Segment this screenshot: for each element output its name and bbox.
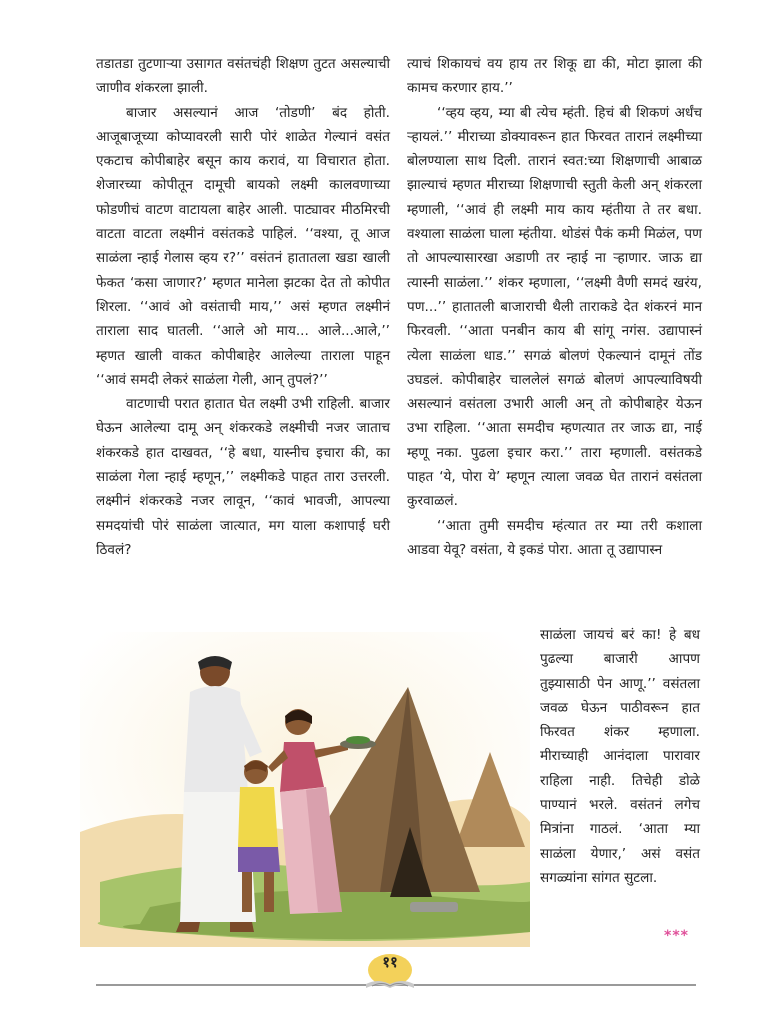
paragraph: साळंला जायचं बरं का! हे बध पुढल्या बाजारी आपण तुझ्यासाठी पेन आणू.’’ वसंतला जवळ घेऊन पाठीवरून हात फिरवत शंकर म्हणाला. मीराच्याही आनंदाला पारावार राहिला नाही. तिचेही डोळे पाण्यानं भरले. वसंतनं लगेच मित्रांना गाठलं. ‘आता म्या साळंला येणार,’ असं वसंत सगळ्यांना सांगत सुटला. bbox=[540, 627, 700, 886]
grinding-stone bbox=[410, 902, 458, 912]
end-marker: *** bbox=[664, 928, 689, 944]
paragraph: बाजार असल्यानं आज ‘तोडणी’ बंद होती. आजूबाजूच्या कोप्यावरली सारी पोरं शाळेत गेल्यानं वसंत एकटाच कोपीबाहेर बसून काय करावं, या विचारात होता. शेजारच्या कोपीतून दामूची बायको लक्ष्मी कालवणाच्या फोडणीचं वाटण वाटायला बाहेर आली. पाट्यावर मीठमिरची वाटता वाटता लक्ष्मीनं वसंतकडे पाहिलं. ‘‘वश्या, तू आज साळंला न्हाई गेलास व्हय र?’’ वसंतनं हातातला खडा खाली फेकत ‘कसा जाणार?’ म्हणत मानेला झटका देत तो कोपीत शिरला. ‘‘आवं ओ वसंताची माय,’’ असं म्हणत लक्ष्मीनं ताराला साद घातली. ‘‘आले ओ माय... आले...आले,’’ म्हणत खाली वाकत कोपीबाहेर आलेल्या ताराला पाहून ‘‘आवं समदी लेकरं साळंला गेली, आन् तुपलं?’’ bbox=[96, 104, 390, 388]
paragraph: त्याचं शिकायचं वय हाय तर शिकू द्या की, मोटा झाला की कामच करणार हाय.’’ bbox=[407, 56, 702, 97]
left-column bbox=[96, 52, 390, 562]
paragraph: ‘‘व्हय व्हय, म्या बी त्येच म्हंती. हिचं बी शिकणं अर्धंच ऱ्हायलं.’’ मीराच्या डोक्यावरून हात फिरवत तारानं लक्ष्मीच्या बोलण्याला साथ दिली. तारानं स्वत:च्या शिक्षणाची आबाळ झाल्याचं म्हणत मीराच्या शिक्षणाची स्तुती केली अन् शंकरला म्हणाली, ‘‘आवं ही लक्ष्मी माय काय म्हंतीया ते तर बधा. वश्याला साळंला घाला म्हंतीया. थोडंसं पैकं कमी मिळंल, पण तो आपल्यासारखा अडाणी तर न्हाई ना ऱ्हाणार. जाऊ द्या त्यास्नी साळंला.’’ शंकर म्हणाला, ‘‘लक्ष्मी वैणी समदं खरंय, पण...’’ हातातली बाजाराची थैली ताराकडे देत शंकरनं मान फिरवली. ‘‘आता पनबीन काय बी सांगू नगंस. उद्यापास्नं त्येला साळंला धाड.’’ सगळं बोलणं ऐकल्यानं दामूनं तोंड उघडलं. कोपीबाहेर चाललेलं सगळं बोलणं आपल्याविषयी असल्यानं वसंतला उभारी आली अन् तो कोपीबाहेर येऊन उभा राहिला. ‘‘आता समदीच म्हणत्यात तर जाऊ द्या, नाई म्हणू नका. पुढला इचार करा.’’ तारा म्हणाली. वसंतकडे पाहत ‘ये, पोरा ये’ म्हणून त्याला जवळ घेत तारानं वसंतला कुरवाळलं. bbox=[407, 104, 702, 510]
right-column-continuation bbox=[540, 623, 700, 890]
paragraph: वाटणाची परात हातात घेत लक्ष्मी उभी राहिली. बाजार घेऊन आलेल्या दामू अन् शंकरकडे लक्ष्मीची नजर जाताच शंकरकडे हात दाखवत, ‘‘हे बधा, यास्नीच इचारा की, का साळंला गेला न्हाई म्हणून,’’ लक्ष्मीकडे पाहत तारा उत्तरली. लक्ष्मीनं शंकरकडे नजर लावून, ‘‘कावं भावजी, आपल्या समदयांची पोरं साळंला जात्यात, मग याला कशापाई घरी ठिवलं? bbox=[96, 396, 390, 558]
right-column bbox=[407, 52, 702, 562]
story-illustration bbox=[80, 632, 530, 947]
paragraph: तडातडा तुटणाऱ्या उसागत वसंतचंही शिक्षण तुटत असल्याची जाणीव शंकरला झाली. bbox=[96, 56, 390, 97]
page-number: ११ bbox=[382, 953, 398, 971]
paragraph: ‘‘आता तुमी समदीच म्हंत्यात तर म्या तरी कशाला आडवा येवू? वसंता, ये इकडं पोरा. आता तू उद्यापास्न bbox=[407, 517, 702, 558]
